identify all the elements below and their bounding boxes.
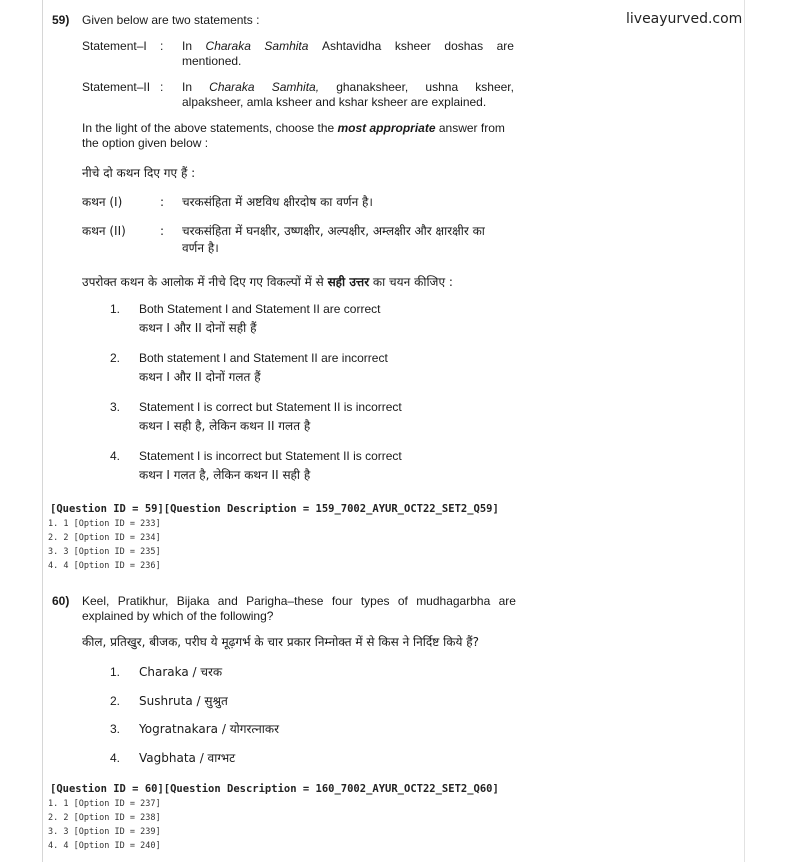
word: Parigha–these (246, 594, 324, 608)
statement-1-line-1 (182, 39, 514, 54)
hindi-statement-1-text: चरकसंहिता में अष्टविध क्षीरदोष का वर्णन है। (182, 195, 373, 209)
word: Keel, (82, 594, 110, 608)
word: and (217, 594, 238, 608)
instruction-line-2: the option given below : (82, 136, 209, 150)
q59-option-2-number: 2. (110, 351, 121, 365)
q60-option-2-text: Sushruta / सुश्रुत (139, 694, 228, 708)
q59-option-4-hindi: कथन I गलत है, लेकिन कथन II सही है (139, 468, 311, 482)
hindi-statement-1-separator: : (160, 195, 165, 209)
word: of (397, 594, 408, 608)
q59-option-4-number: 4. (110, 449, 121, 463)
word: are (498, 594, 516, 608)
watermark: liveayurved.com (626, 11, 743, 27)
instruction-emphasis: most appropriate (337, 121, 436, 135)
hindi-statement-2-line-1: चरकसंहिता में घनक्षीर, उष्णक्षीर, अल्पक्षीर, अम्लक्षीर और क्षारक्षीर का (182, 224, 485, 238)
word: ksheer, (475, 80, 514, 94)
q60-option-4-text: Vagbhata / वाग्भट (139, 751, 236, 765)
hindi-statement-1-label: कथन (I) (82, 195, 123, 209)
q59-option-id-4: 4. 4 [Option ID = 236] (48, 561, 161, 571)
q59-option-1-hindi: कथन I और II दोनों सही हैं (139, 321, 257, 335)
question-59-number: 59) (52, 13, 70, 27)
question-60-hindi: कील, प्रतिखुर, बीजक, परीघ ये मूढ़गर्भ के चार प्रकार निम्नोक्त में से किस ने निर्दिष्ट किये हैं? (82, 635, 479, 649)
word: doshas (444, 39, 484, 53)
q60-option-id-4: 4. 4 [Option ID = 240] (48, 841, 161, 851)
word: In (182, 80, 193, 94)
hindi-statement-2-separator: : (160, 224, 165, 238)
word: ghanaksheer, (336, 80, 409, 94)
q60-option-1-number: 1. (110, 665, 121, 679)
q59-option-id-3: 3. 3 [Option ID = 235] (48, 547, 161, 557)
instruction-text: In the light of the above statements, choose the (82, 121, 338, 135)
word: Ashtavidha (321, 39, 382, 53)
q60-option-id-3: 3. 3 [Option ID = 239] (48, 827, 161, 837)
word-samhita: Samhita (264, 39, 309, 53)
q59-option-1-english: Both Statement I and Statement II are correct (139, 302, 381, 316)
q59-option-id-2: 2. 2 [Option ID = 234] (48, 533, 161, 543)
word: ksheer (394, 39, 431, 53)
q60-option-id-2: 2. 2 [Option ID = 238] (48, 813, 161, 823)
word: ushna (425, 80, 459, 94)
q59-option-id-1: 1. 1 [Option ID = 233] (48, 519, 161, 529)
hindi-instruction-emphasis: सही उत्तर (327, 275, 370, 289)
hindi-instruction (82, 274, 453, 290)
hindi-statement-2-line-2: वर्णन है। (182, 241, 219, 255)
q59-option-3-english: Statement I is correct but Statement II is incorrect (139, 400, 402, 414)
statement-2-line-2: alpaksheer, amla ksheer and kshar ksheer are explained. (182, 95, 487, 109)
hindi-instruction-text: का चयन कीजिए : (369, 275, 453, 289)
instruction-text: answer from (435, 121, 505, 135)
instruction-line-1 (82, 121, 505, 136)
question-60-line-1 (82, 594, 516, 609)
q60-option-2-number: 2. (110, 694, 121, 708)
word-samhita: Samhita, (271, 80, 320, 94)
q60-option-1-text: Charaka / चरक (139, 665, 223, 679)
statement-1-line-2: mentioned. (182, 54, 242, 68)
word: Bijaka (176, 594, 210, 608)
q59-option-3-number: 3. (110, 400, 121, 414)
statement-2-label: Statement–II (82, 80, 151, 94)
q59-meta: [Question ID = 59][Question Description = 159_7002_AYUR_OCT22_SET2_Q59] (50, 503, 499, 515)
q60-option-3-text: Yogratnakara / योगरत्नाकर (139, 722, 280, 736)
question-60-line-2: explained by which of the following? (82, 609, 274, 623)
q60-meta: [Question ID = 60][Question Description = 160_7002_AYUR_OCT22_SET2_Q60] (50, 783, 499, 795)
question-60-number: 60) (52, 594, 70, 608)
hindi-statement-2-label: कथन (II) (82, 224, 126, 238)
q60-option-3-number: 3. (110, 722, 121, 736)
statement-1-separator: : (160, 39, 164, 53)
q59-option-1-number: 1. (110, 302, 121, 316)
right-border-line (744, 0, 745, 862)
word-charaka: Charaka (209, 80, 255, 94)
left-border-line (42, 0, 43, 862)
q60-option-id-1: 1. 1 [Option ID = 237] (48, 799, 161, 809)
q60-option-4-number: 4. (110, 751, 121, 765)
q59-option-3-hindi: कथन I सही है, लेकिन कथन II गलत है (139, 419, 311, 433)
q59-option-2-hindi: कथन I और II दोनों गलत हैं (139, 370, 261, 384)
word-charaka: Charaka (205, 39, 251, 53)
word: four (331, 594, 353, 608)
statement-2-separator: : (160, 80, 164, 94)
hindi-intro: नीचे दो कथन दिए गए हैं : (82, 166, 196, 180)
word: Pratikhur, (117, 594, 169, 608)
word: mudhagarbha (416, 594, 491, 608)
word: In (182, 39, 193, 53)
word: are (496, 39, 514, 53)
q59-option-2-english: Both statement I and Statement II are incorrect (139, 351, 388, 365)
q59-option-4-english: Statement I is incorrect but Statement II is correct (139, 449, 402, 463)
word: types (360, 594, 390, 608)
hindi-instruction-text: उपरोक्त कथन के आलोक में नीचे दिए गए विकल्पों में से (82, 275, 328, 289)
question-59-intro: Given below are two statements : (82, 13, 260, 27)
statement-1-label: Statement–I (82, 39, 147, 53)
statement-2-line-1 (182, 80, 514, 95)
